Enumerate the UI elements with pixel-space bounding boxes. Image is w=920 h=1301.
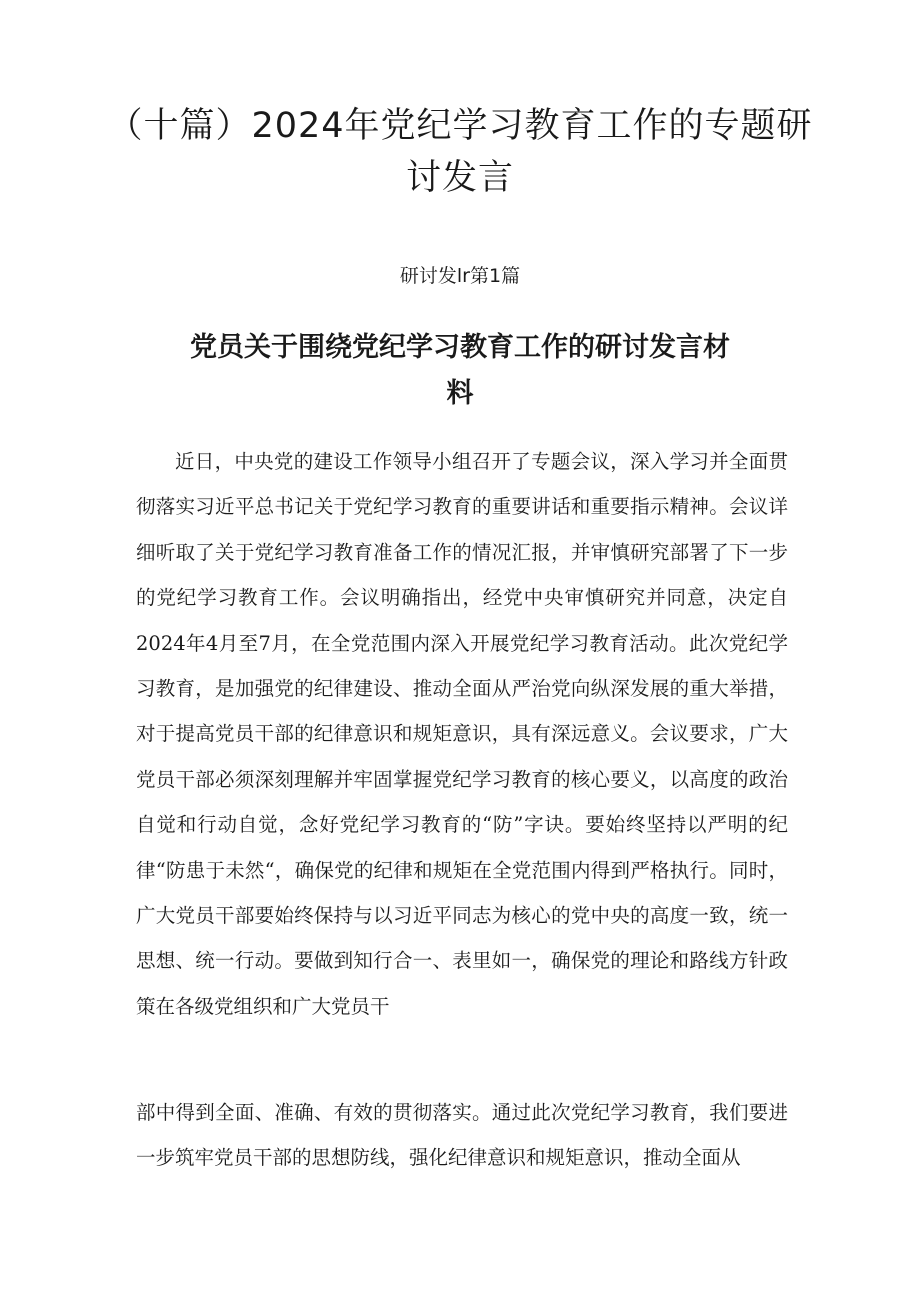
section-title: 党员关于围绕党纪学习教育工作的研讨发言材料	[190, 332, 730, 409]
body-paragraph: 部中得到全面、准确、有效的贯彻落实。通过此次党纪学习教育，我们要进一步筑牢党员干部的思想防线，强化纪律意识和规矩意识，推动全面从	[136, 1101, 788, 1170]
document-subtitle: 研讨发lr第1篇	[399, 265, 521, 287]
body-paragraph: 近日，中央党的建设工作领导小组召开了专题会议，深入学习并全面贯彻落实习近平总书记关于党纪学习教育的重要讲话和重要指示精神。会议详细听取了关于党纪学习教育准备工作的情况汇报，并审慎研究部署了下一步的党纪学习教育工作。会议明确指出，经党中央审慎研究并同意，决定自2024年4月至7月，在全党范围内深入开展党纪学习教育活动。此次党纪学习教育，是加强党的纪律建设、推动全面从严治党向纵深发展的重大举措，对于提高党员干部的纪律意识和规矩意识，具有深远意义。会议要求，广大党员干部必须深刻理解并牢固掌握党纪学习教育的核心要义，以高度的政治自觉和行动自觉，念好党纪学习教育的“防”字诀。要始终坚持以严明的纪律“防患于未然“，确保党的纪律和规矩在全党范围内得到严格执行。同时，广大党员干部要始终保持与以习近平同志为核心的党中央的高度一致，统一思想、统一行动。要做到知行合一、表里如一，确保党的理论和路线方针政策在各级党组织和广大党员干	[136, 450, 788, 1018]
document-title: （十篇）2024年党纪学习教育工作的专题研讨发言	[107, 106, 813, 198]
